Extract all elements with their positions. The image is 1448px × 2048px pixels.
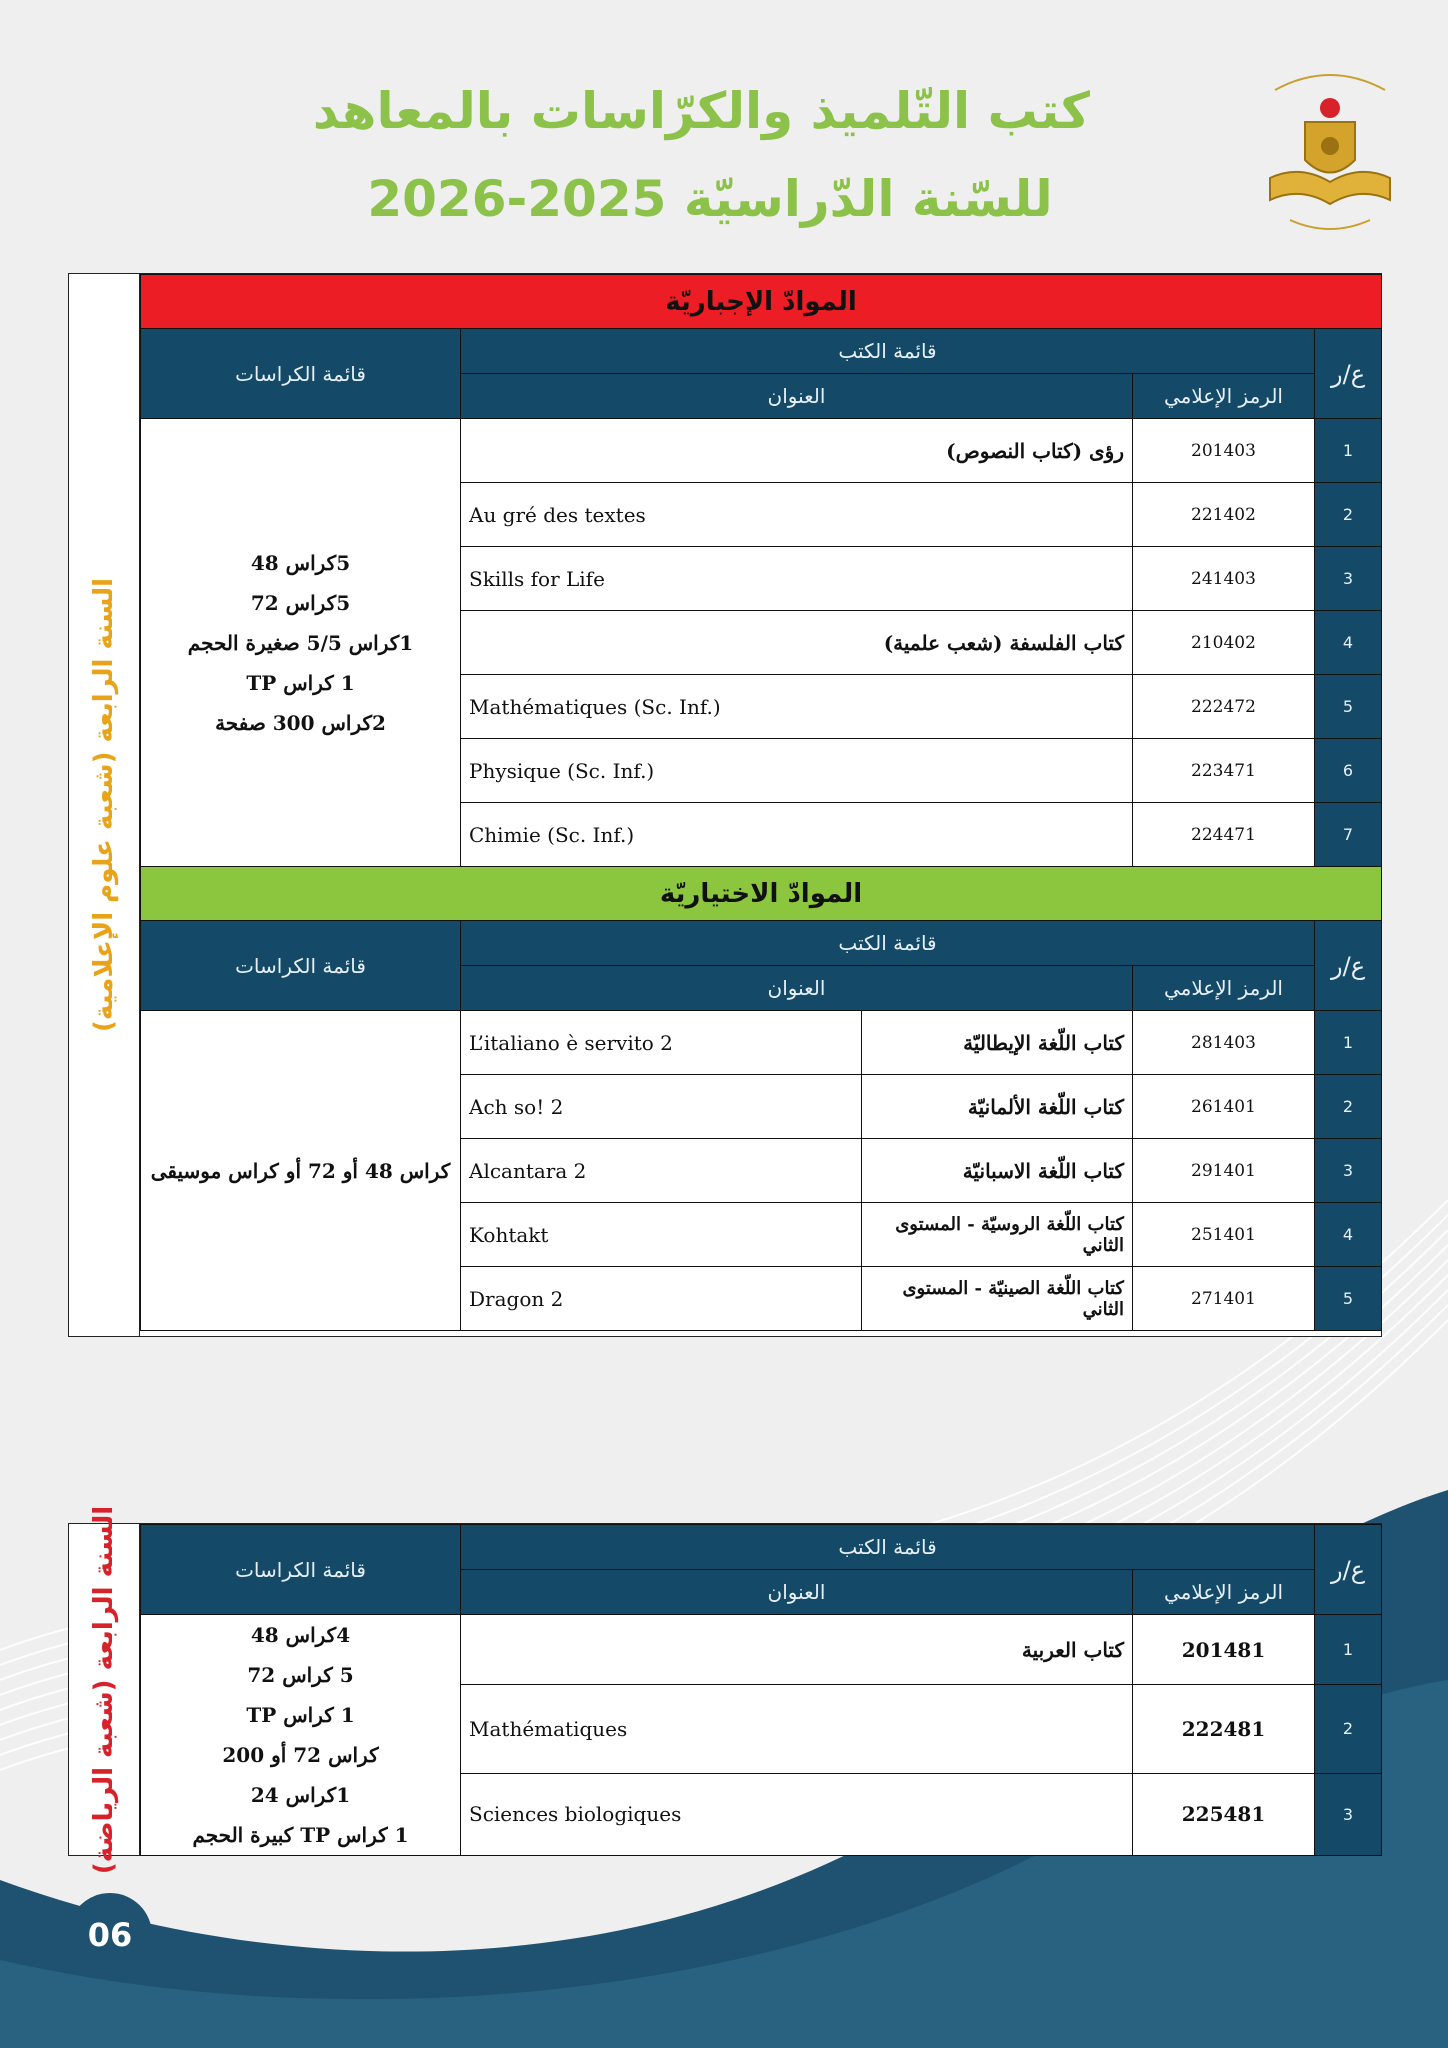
notebooks-cell — [141, 419, 461, 867]
row-number: 3 — [1315, 1773, 1382, 1855]
book-code: 201481 — [1133, 1615, 1315, 1685]
book-code: 222481 — [1133, 1685, 1315, 1773]
row-number: 6 — [1315, 739, 1382, 803]
book-code: 281403 — [1133, 1011, 1315, 1075]
number-header: ع/ر — [1315, 921, 1382, 1011]
book-title-fr: L’italiano è servito 2 — [461, 1011, 862, 1075]
title-header: العنوان — [461, 374, 1133, 419]
mandatory-banner: الموادّ الإجباريّة — [141, 275, 1382, 329]
row-number: 2 — [1315, 483, 1382, 547]
section-side-label: السنة الرابعة (شعبة علوم الإعلامية) — [69, 274, 140, 1336]
book-title: Mathématiques — [461, 1685, 1133, 1773]
book-title-ar: كتاب اللّغة الصينيّة - المستوى الثاني — [862, 1267, 1133, 1331]
notebook-item: 1 كراس TP كبيرة الحجم — [192, 1823, 409, 1847]
number-header: ع/ر — [1315, 1525, 1382, 1615]
book-title: Skills for Life — [461, 547, 1133, 611]
ministry-logo — [1260, 60, 1400, 235]
book-title: رؤى (كتاب النصوص) — [461, 419, 1133, 483]
notebooks-header: قائمة الكراسات — [141, 1525, 461, 1615]
section-side-label: السنة الرابعة (شعبة الرياضة) — [69, 1524, 140, 1855]
notebooks-cell — [141, 1615, 461, 1856]
row-number: 3 — [1315, 1139, 1382, 1203]
book-title-ar: كتاب اللّغة الألمانيّة — [862, 1075, 1133, 1139]
book-code: 223471 — [1133, 739, 1315, 803]
notebook-item: 5كراس 72 — [250, 590, 351, 615]
notebooks-header: قائمة الكراسات — [141, 329, 461, 419]
notebook-item: كراس 72 أو 200 — [222, 1743, 379, 1767]
book-code: 251401 — [1133, 1203, 1315, 1267]
notebook-item: 1 كراس TP — [246, 670, 355, 695]
book-title: Sciences biologiques — [461, 1773, 1133, 1855]
book-title-fr: Kohtakt — [461, 1203, 862, 1267]
notebooks-header: قائمة الكراسات — [141, 921, 461, 1011]
row-number: 1 — [1315, 419, 1382, 483]
notebook-item: 4كراس 48 — [250, 1623, 351, 1647]
row-number: 1 — [1315, 1615, 1382, 1685]
book-title-ar: كتاب اللّغة الاسبانيّة — [862, 1139, 1133, 1203]
book-title-fr: Dragon 2 — [461, 1267, 862, 1331]
row-number: 5 — [1315, 675, 1382, 739]
book-code: 241403 — [1133, 547, 1315, 611]
book-title-fr: Ach so! 2 — [461, 1075, 862, 1139]
book-code: 221402 — [1133, 483, 1315, 547]
books-list-header: قائمة الكتب — [461, 921, 1315, 966]
section-informatics-panel — [68, 273, 1382, 1337]
book-title: كتاب العربية — [461, 1615, 1133, 1685]
book-title: كتاب الفلسفة (شعب علمية) — [461, 611, 1133, 675]
book-title: Au gré des textes — [461, 483, 1133, 547]
book-title: Physique (Sc. Inf.) — [461, 739, 1133, 803]
code-header: الرمز الإعلامي — [1133, 374, 1315, 419]
table-row — [141, 419, 1382, 483]
book-code: 222472 — [1133, 675, 1315, 739]
section-sport-panel — [68, 1505, 1382, 1874]
title-header: العنوان — [461, 966, 1133, 1011]
books-list-header: قائمة الكتب — [461, 1525, 1315, 1570]
book-title-ar: كتاب اللّغة الروسيّة - المستوى الثاني — [862, 1203, 1133, 1267]
page-title-line1: كتب التّلميذ والكرّاسات بالمعاهد — [312, 82, 1090, 140]
book-title: Mathématiques (Sc. Inf.) — [461, 675, 1133, 739]
notebook-item: 5كراس 48 — [250, 550, 351, 575]
title-header: العنوان — [461, 1570, 1133, 1615]
row-number: 2 — [1315, 1685, 1382, 1773]
optional-banner: الموادّ الاختياريّة — [141, 867, 1382, 921]
row-number: 5 — [1315, 1267, 1382, 1331]
row-number: 7 — [1315, 803, 1382, 867]
book-title: Chimie (Sc. Inf.) — [461, 803, 1133, 867]
notebook-item: 1 كراس TP — [246, 1703, 355, 1727]
row-number: 1 — [1315, 1011, 1382, 1075]
book-code: 291401 — [1133, 1139, 1315, 1203]
row-number: 3 — [1315, 547, 1382, 611]
book-title-fr: Alcantara 2 — [461, 1139, 862, 1203]
row-number: 4 — [1315, 1203, 1382, 1267]
book-code: 210402 — [1133, 611, 1315, 675]
page-title-line2: للسّنة الدّراسيّة 2025-2026 — [367, 170, 1053, 228]
code-header: الرمز الإعلامي — [1133, 1570, 1315, 1615]
books-list-header: قائمة الكتب — [461, 329, 1315, 374]
books-table-informatics — [140, 274, 1382, 1331]
book-code: 225481 — [1133, 1773, 1315, 1855]
table-row — [141, 1615, 1382, 1685]
notebook-item: 5 كراس 72 — [247, 1663, 354, 1687]
book-title-ar: كتاب اللّغة الإيطاليّة — [862, 1011, 1133, 1075]
code-header: الرمز الإعلامي — [1133, 966, 1315, 1011]
book-code: 271401 — [1133, 1267, 1315, 1331]
book-code: 224471 — [1133, 803, 1315, 867]
row-number: 2 — [1315, 1075, 1382, 1139]
notebook-item: 2كراس 300 صفحة — [215, 710, 386, 735]
notebook-item: 1كراس 24 — [250, 1783, 351, 1807]
row-number: 4 — [1315, 611, 1382, 675]
books-table-sport — [140, 1524, 1382, 1856]
notebooks-cell: كراس 48 أو 72 أو كراس موسيقى — [141, 1011, 461, 1331]
page-number: 06 — [68, 1893, 152, 1977]
book-code: 261401 — [1133, 1075, 1315, 1139]
notebook-item: 1كراس 5/5 صغيرة الحجم — [187, 630, 414, 655]
table-row — [141, 1011, 1382, 1075]
book-code: 201403 — [1133, 419, 1315, 483]
number-header: ع/ر — [1315, 329, 1382, 419]
